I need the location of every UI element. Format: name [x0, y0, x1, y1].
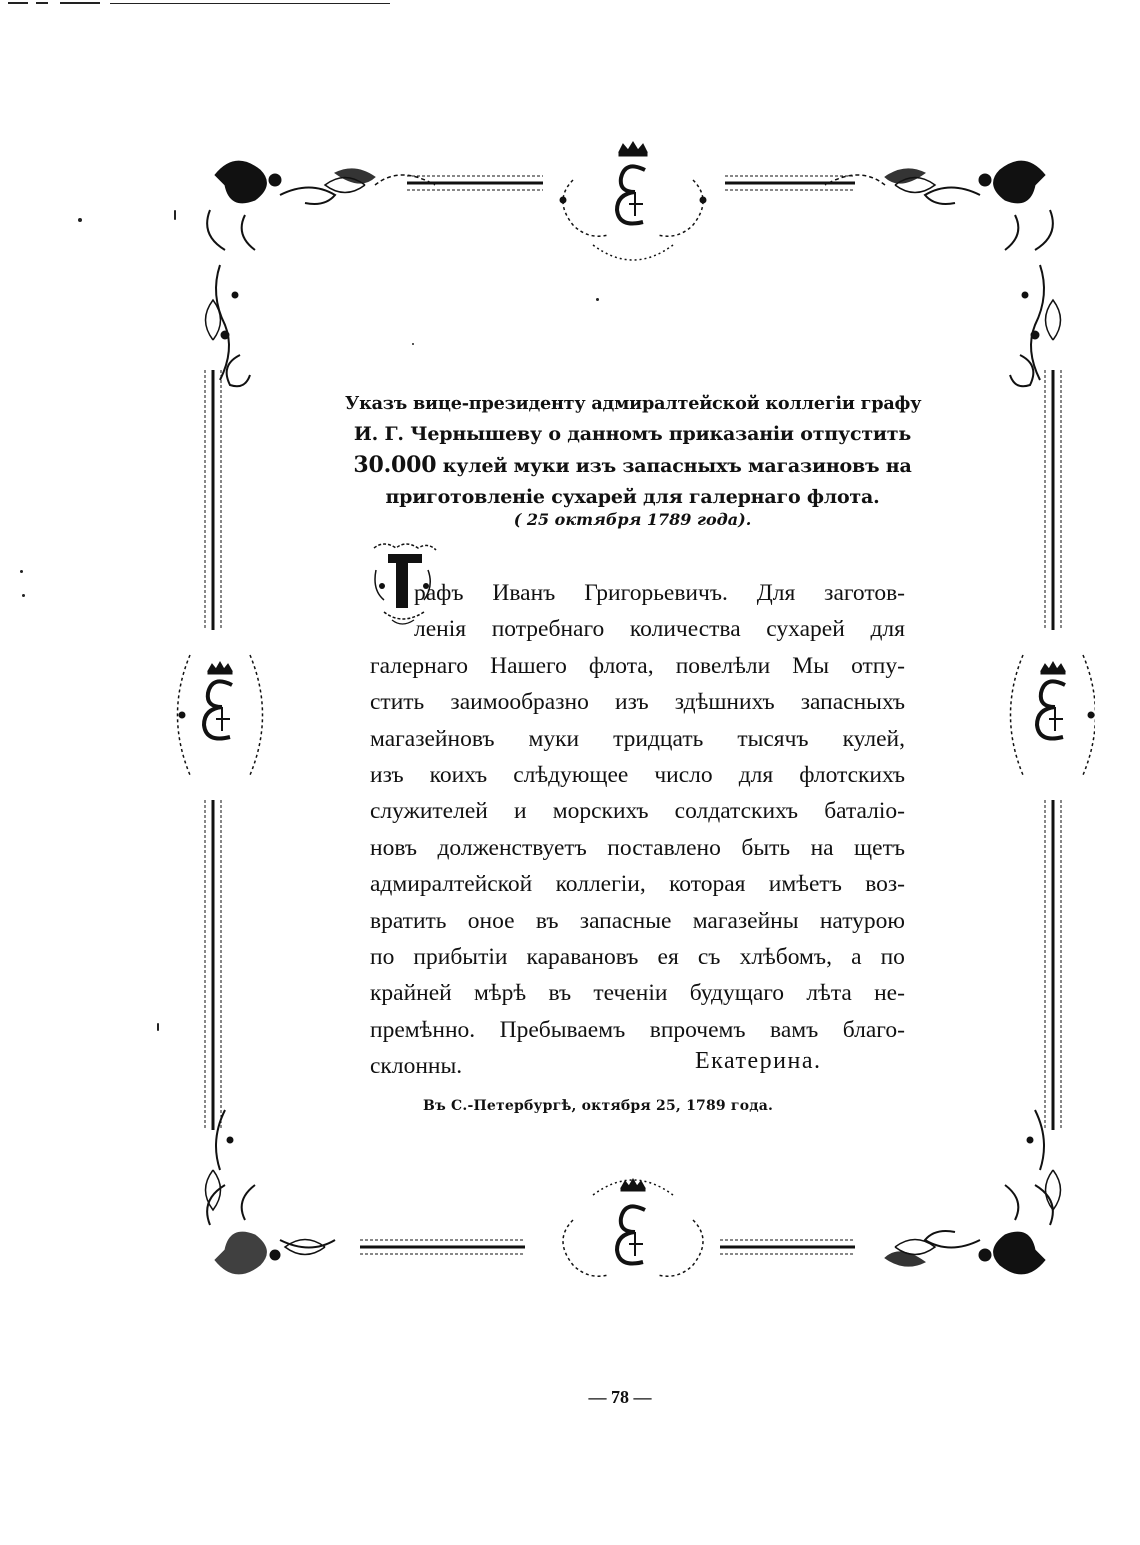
body-word: мѣрѣ [474, 980, 527, 1007]
bottom-rule-left [360, 1240, 525, 1254]
body-word: для [870, 616, 905, 643]
body-word: впрочемъ [649, 1016, 746, 1043]
body-line [370, 1012, 905, 1048]
body-word: изъ [370, 762, 404, 789]
scan-edge-marks [0, 0, 400, 6]
monogram-right [1011, 655, 1096, 775]
bottom-rule-right [720, 1240, 855, 1254]
body-word: въ [535, 907, 559, 934]
body-word: быть [741, 834, 791, 861]
body-word: ея [657, 944, 679, 971]
body-word: запасныхъ [800, 689, 905, 716]
body-word: количества [629, 616, 741, 643]
body-word: а [851, 944, 862, 971]
body-word: долженствуетъ [437, 834, 587, 861]
body-line [370, 648, 905, 684]
body-word: число [654, 762, 713, 789]
heading-line-3-text: кулей муки изъ запасныхъ магазиновъ на [442, 455, 912, 477]
heading-number: 30.000 [353, 452, 437, 478]
body-word: имѣетъ [768, 871, 842, 898]
body-word: благо- [842, 1016, 905, 1043]
corner-ornament-top-right [825, 161, 1053, 386]
body-word: каравановъ [526, 944, 639, 971]
scan-speck [596, 298, 599, 301]
body-line [370, 793, 905, 829]
body-line [370, 830, 905, 866]
monogram-left [178, 655, 263, 775]
body-word: для [738, 762, 774, 789]
body-word: магазейновъ [370, 725, 495, 752]
monogram-top [560, 142, 706, 260]
body-word: заготов- [824, 580, 905, 606]
heading-line-3 [345, 450, 920, 482]
body-word: слѣдующее [513, 762, 629, 789]
scan-speck [20, 570, 23, 573]
body-word: флотскихъ [799, 762, 905, 789]
body-word: флота, [588, 652, 654, 679]
scan-speck [78, 218, 82, 222]
monogram-bottom [563, 1179, 703, 1276]
body-word: лѣта [806, 980, 852, 1007]
top-rule-left [407, 176, 543, 190]
body-word: воз- [865, 871, 905, 898]
body-word: кулей, [842, 725, 905, 752]
left-rule-upper [205, 370, 221, 630]
body-word: Для [756, 580, 796, 606]
body-line [370, 684, 905, 720]
corner-ornament-bottom-left [207, 1110, 335, 1274]
body-word: сухарей [766, 616, 845, 643]
top-rule-right [725, 176, 855, 190]
heading-line-2: И. Г. Чернышеву о данномъ приказаніи отпустить [353, 423, 912, 445]
body-word: солдатскихъ [674, 798, 799, 825]
body-word: Нашего [490, 652, 567, 679]
body-word: прибытіи [413, 944, 508, 971]
body-word: не- [874, 980, 905, 1007]
body-line [370, 903, 905, 939]
body-word: здѣшнихъ [674, 689, 775, 716]
right-rule-lower [1045, 800, 1061, 1130]
body-word: вратить [370, 907, 447, 934]
letter-body [370, 575, 905, 1085]
body-line [370, 611, 905, 647]
body-word: по [370, 944, 395, 971]
body-word: баталіо- [824, 798, 905, 825]
body-word: Пребываемъ [499, 1016, 626, 1043]
body-word: и [514, 798, 527, 825]
body-word: крайней [370, 980, 452, 1007]
body-word: премѣнно. [370, 1016, 476, 1043]
right-rule-upper [1045, 370, 1061, 630]
body-line [370, 721, 905, 757]
body-word: муки [528, 725, 580, 752]
body-word: въ [548, 980, 572, 1007]
body-word: коихъ [429, 762, 488, 789]
body-word: поставлено [607, 834, 721, 861]
body-line [370, 575, 905, 611]
heading-line-4: приготовленіе сухарей для галернаго флота. [385, 486, 880, 508]
body-word: отпу- [851, 652, 905, 679]
body-word: повелѣли [675, 652, 771, 679]
body-line [370, 866, 905, 902]
signature: Екатерина. [695, 1048, 822, 1074]
body-word: по [880, 944, 905, 971]
body-word: на [810, 834, 834, 861]
body-word: будущаго [689, 980, 785, 1007]
body-word: рафъ [414, 580, 464, 606]
body-word: изъ [615, 689, 649, 716]
body-word: Иванъ [492, 580, 556, 606]
body-word: новъ [370, 834, 417, 861]
body-word: морскихъ [552, 798, 649, 825]
body-line [370, 975, 905, 1011]
body-word: магазейны [692, 907, 799, 934]
body-word: Григорьевичъ. [584, 580, 728, 606]
body-word: Мы [792, 652, 829, 679]
heading-line-1: Указъ вице-президенту адмиралтейской коллегіи графу [345, 393, 922, 414]
body-word: тысячъ [737, 725, 809, 752]
body-line [370, 757, 905, 793]
body-word: теченіи [593, 980, 668, 1007]
body-word: тридцать [613, 725, 704, 752]
body-word: коллегіи, [555, 871, 646, 898]
body-word: адмиралтейской [370, 871, 533, 898]
body-word: ленія [414, 616, 467, 643]
body-word: галернаго [370, 652, 468, 679]
scan-speck [157, 1023, 159, 1031]
document-heading [345, 388, 920, 513]
body-word: вамъ [770, 1016, 819, 1043]
scan-speck [22, 594, 25, 597]
body-line: склонны. [370, 1053, 463, 1080]
body-word: хлѣбомъ, [739, 944, 832, 971]
body-word: запасные [579, 907, 672, 934]
body-line [370, 939, 905, 975]
body-word: оное [467, 907, 515, 934]
body-word: съ [697, 944, 721, 971]
corner-ornament-bottom-right [885, 1110, 1053, 1274]
scan-speck [412, 343, 414, 345]
body-word: стить [370, 689, 425, 716]
body-word: потребнаго [491, 616, 605, 643]
corner-ornament-top-left [207, 161, 435, 386]
page-number: — 78 — [588, 1387, 652, 1407]
body-word: которая [669, 871, 746, 898]
body-word: щетъ [854, 834, 905, 861]
left-rule-lower [205, 800, 221, 1130]
body-word: натурою [819, 907, 905, 934]
body-word: заимообразно [450, 689, 589, 716]
body-word: служителей [370, 798, 488, 825]
scan-speck [174, 210, 176, 220]
heading-date: ( 25 октября 1789 года). [513, 510, 752, 529]
place-and-date: Въ С.-Петербургѣ, октября 25, 1789 года. [423, 1098, 774, 1114]
